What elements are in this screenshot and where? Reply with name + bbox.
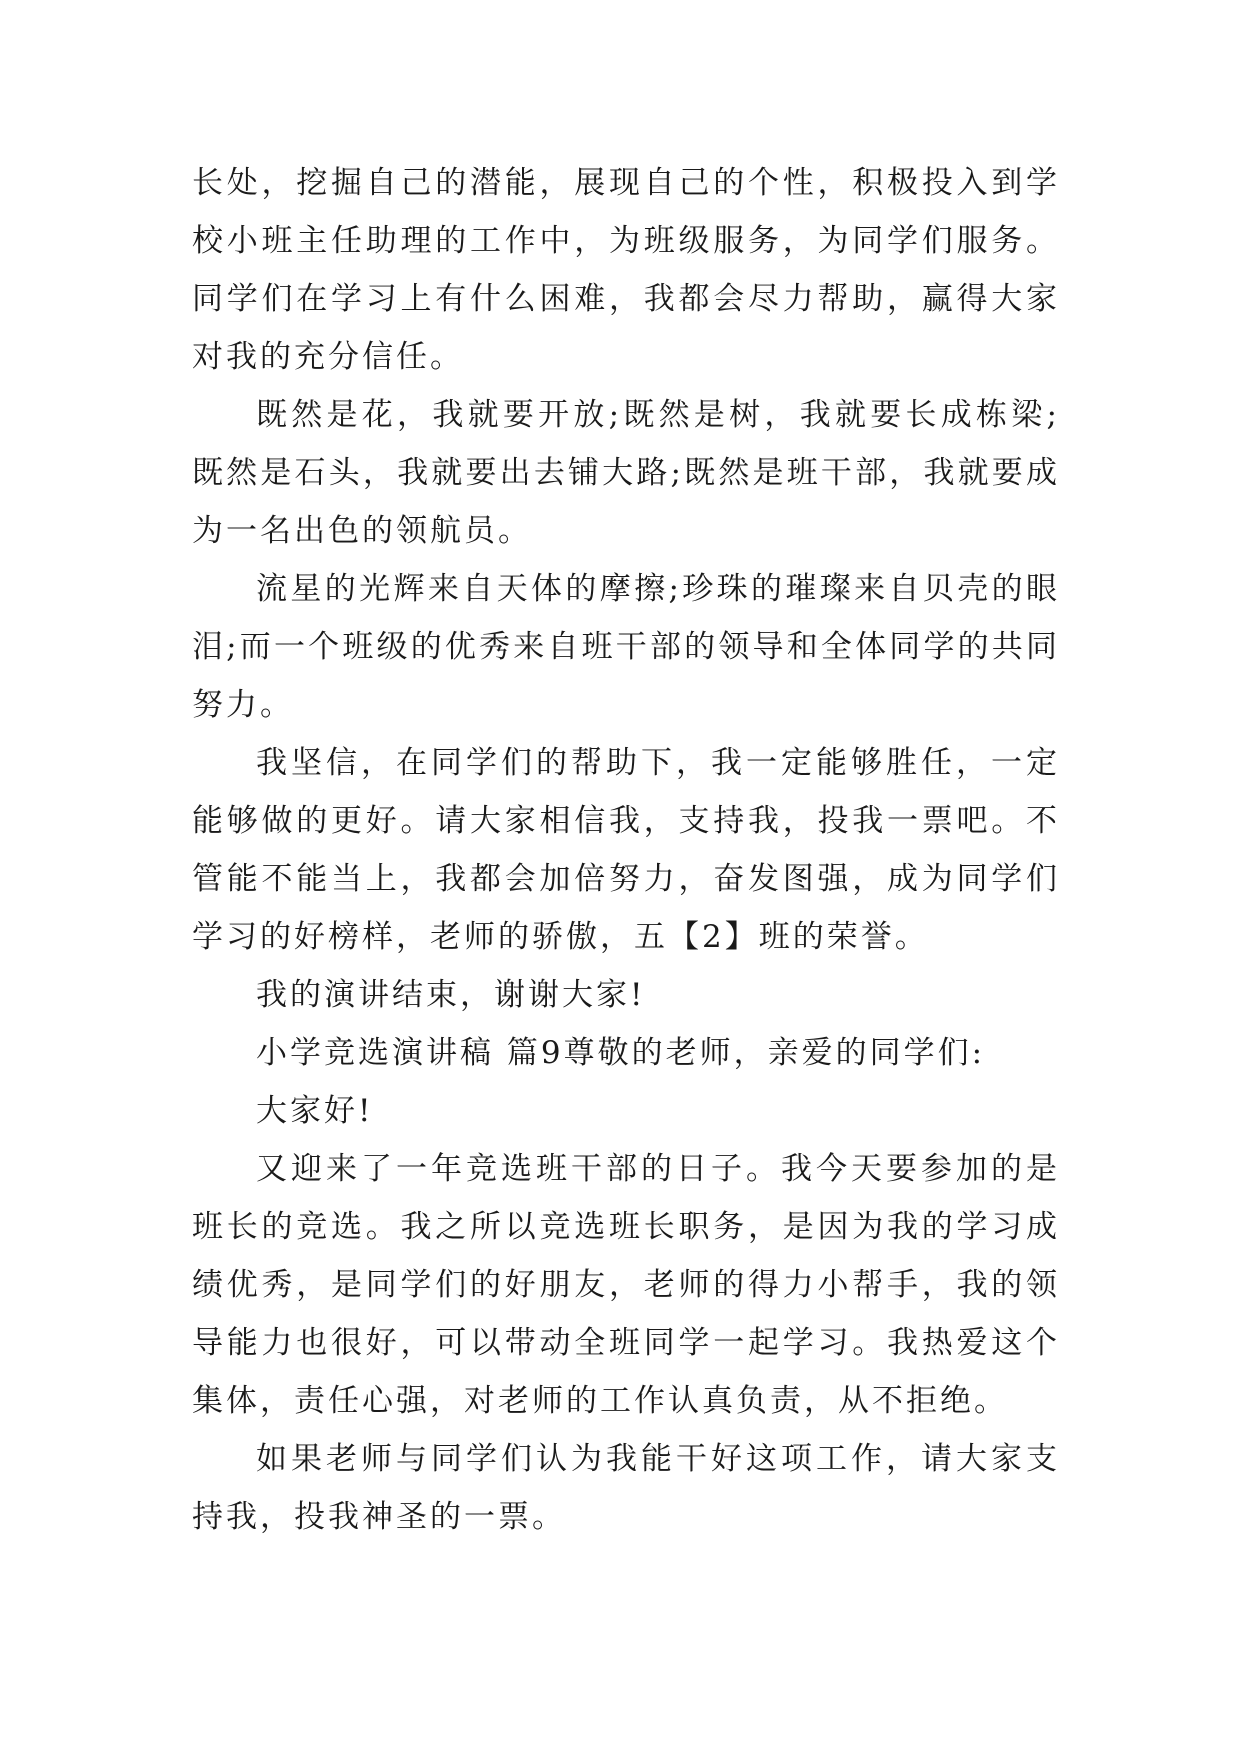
paragraph-1: 长处，挖掘自己的潜能，展现自己的个性，积极投入到学校小班主任助理的工作中，为班级服务，为同学们服务。同学们在学习上有什么困难，我都会尽力帮助，赢得大家对我的充分信任。	[192, 165, 1060, 375]
document-body	[192, 154, 1060, 1546]
section-heading: 小学竞选演讲稿 篇9尊敬的老师，亲爱的同学们:	[256, 1035, 986, 1071]
paragraph-5: 我的演讲结束，谢谢大家!	[256, 977, 646, 1013]
paragraph-8: 又迎来了一年竞选班干部的日子。我今天要参加的是班长的竞选。我之所以竞选班长职务，是因为我的学习成绩优秀，是同学们的好朋友，老师的得力小帮手，我的领导能力也很好，可以带动全班同学一起学习。我热爱这个集体，责任心强，对老师的工作认真负责，从不拒绝。	[192, 1151, 1060, 1419]
paragraph-9: 如果老师与同学们认为我能干好这项工作，请大家支持我，投我神圣的一票。	[192, 1441, 1060, 1535]
paragraph-2: 既然是花，我就要开放;既然是树，我就要长成栋梁;既然是石头，我就要出去铺大路;既然是班干部，我就要成为一名出色的领航员。	[192, 397, 1060, 549]
paragraph-3: 流星的光辉来自天体的摩擦;珍珠的璀璨来自贝壳的眼泪;而一个班级的优秀来自班干部的领导和全体同学的共同努力。	[192, 571, 1060, 723]
greeting: 大家好!	[256, 1093, 374, 1129]
paragraph-4: 我坚信，在同学们的帮助下，我一定能够胜任，一定能够做的更好。请大家相信我，支持我，投我一票吧。不管能不能当上，我都会加倍努力，奋发图强，成为同学们学习的好榜样，老师的骄傲，五【2】班的荣誉。	[192, 745, 1060, 955]
